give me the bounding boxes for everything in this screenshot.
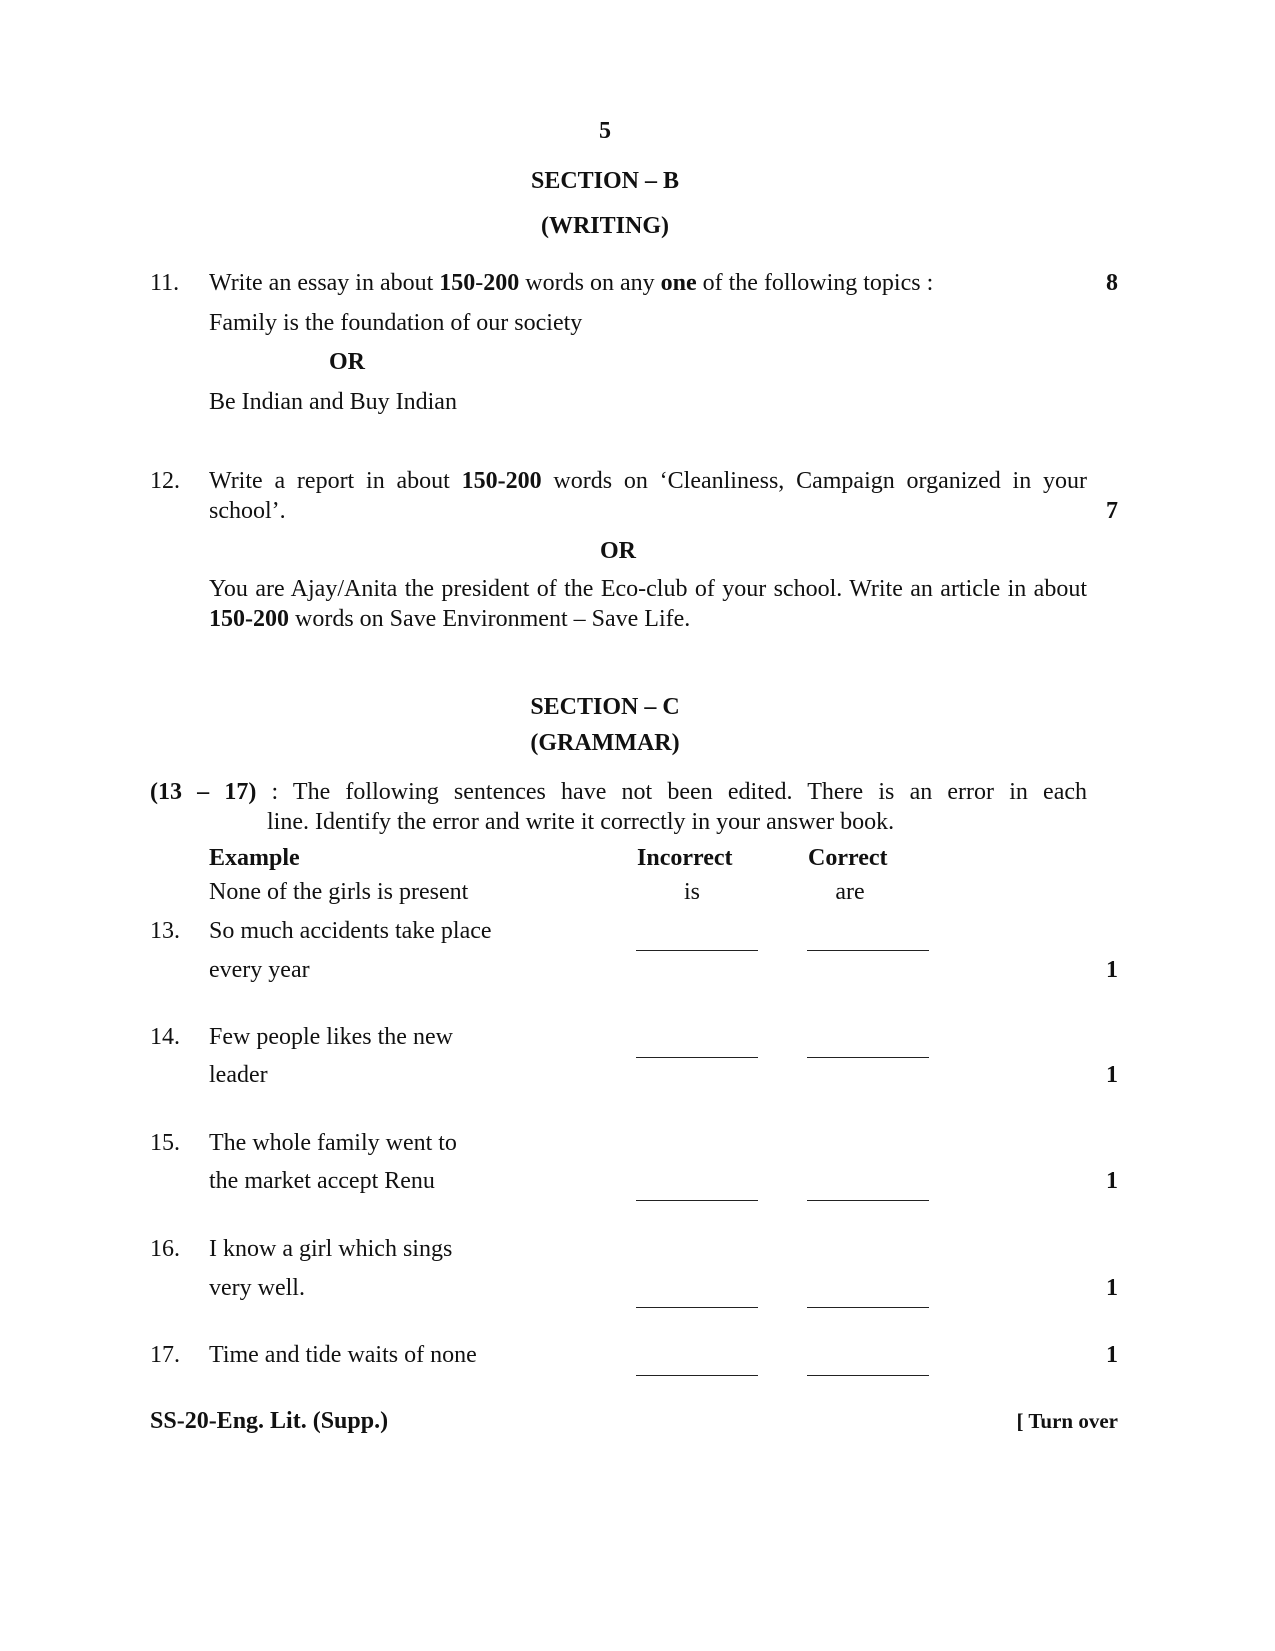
q15-incorrect-blank <box>636 1200 758 1201</box>
q13-marks: 1 <box>1106 957 1118 983</box>
q11-number: 11. <box>150 270 180 296</box>
q16-line-2: very well. <box>209 1275 305 1301</box>
q14-incorrect-blank <box>636 1057 758 1058</box>
section-c-title: SECTION – C <box>530 694 680 720</box>
q12-or: OR <box>600 538 636 564</box>
q12-number: 12. <box>150 468 180 494</box>
q14-correct-blank <box>807 1057 929 1058</box>
q15-line-1: The whole family went to <box>209 1130 457 1156</box>
q11-topic-2: Be Indian and Buy Indian <box>209 389 457 415</box>
q15-marks: 1 <box>1106 1168 1118 1194</box>
q17-line-1: Time and tide waits of none <box>209 1342 477 1368</box>
q15-correct-blank <box>807 1200 929 1201</box>
q13-line-1: So much accidents take place <box>209 918 492 944</box>
q11-topic-1: Family is the foundation of our society <box>209 310 583 336</box>
q12-alt-text: You are Ajay/Anita the president of the Eco-club of your school. Write an article in about 150-200 words on Save Environment – Save Life. <box>209 576 1087 632</box>
q15-number: 15. <box>150 1130 180 1156</box>
section-b-title: SECTION – B <box>530 168 680 194</box>
q14-marks: 1 <box>1106 1062 1118 1088</box>
q16-marks: 1 <box>1106 1275 1118 1301</box>
page-number: 5 <box>599 118 611 144</box>
example-sentence: None of the girls is present <box>209 879 469 905</box>
q17-number: 17. <box>150 1342 180 1368</box>
q12-text: Write a report in about 150-200 words on ‘Cleanliness, Campaign organized in your school’. <box>209 468 1087 524</box>
example-correct: are <box>835 879 865 905</box>
q11-marks: 8 <box>1106 270 1118 296</box>
q16-line-1: I know a girl which sings <box>209 1236 453 1262</box>
column-incorrect: Incorrect <box>637 845 733 871</box>
q16-number: 16. <box>150 1236 180 1262</box>
q15-line-2: the market accept Renu <box>209 1168 435 1194</box>
q16-correct-blank <box>807 1307 929 1308</box>
column-correct: Correct <box>808 845 888 871</box>
section-b-subtitle: (WRITING) <box>540 213 669 239</box>
footer-code: SS-20-Eng. Lit. (Supp.) <box>150 1408 389 1434</box>
section-c-subtitle: (GRAMMAR) <box>530 730 680 756</box>
q12-marks: 7 <box>1106 498 1118 524</box>
q13-number: 13. <box>150 918 180 944</box>
q11-text: Write an essay in about 150-200 words on any one of the following topics : <box>209 270 934 296</box>
q14-line-2: leader <box>209 1062 268 1088</box>
q16-incorrect-blank <box>636 1307 758 1308</box>
q13-incorrect-blank <box>636 950 758 951</box>
instruction-line-1: (13 – 17) : The following sentences have not been edited. There is an error in each <box>150 779 1088 805</box>
q13-line-2: every year <box>209 957 310 983</box>
footer-turn-over: [ Turn over <box>1016 1409 1118 1433</box>
q14-line-1: Few people likes the new <box>209 1024 453 1050</box>
q11-or: OR <box>329 349 365 375</box>
q17-incorrect-blank <box>636 1375 758 1376</box>
column-example: Example <box>209 845 300 871</box>
instruction-line-2: line. Identify the error and write it correctly in your answer book. <box>267 809 895 835</box>
q14-number: 14. <box>150 1024 180 1050</box>
q17-correct-blank <box>807 1375 929 1376</box>
example-incorrect: is <box>683 879 700 905</box>
q13-correct-blank <box>807 950 929 951</box>
q17-marks: 1 <box>1106 1342 1118 1368</box>
